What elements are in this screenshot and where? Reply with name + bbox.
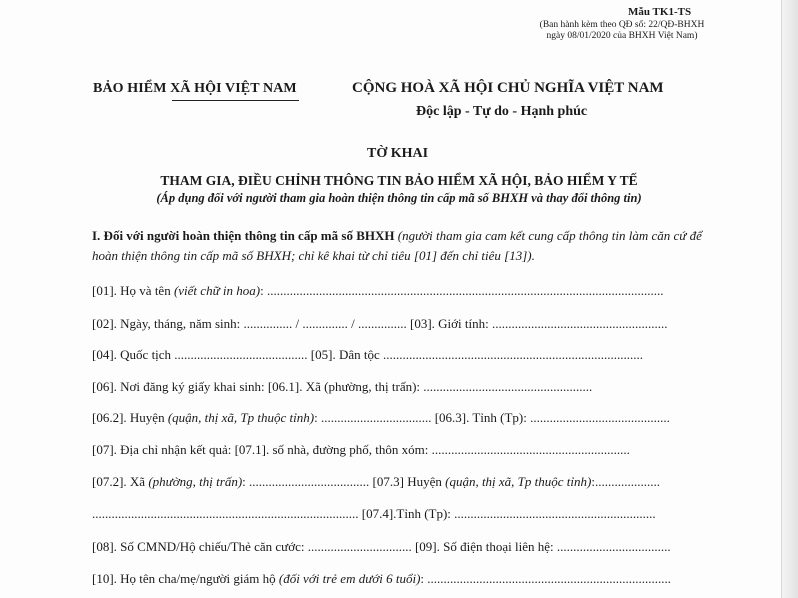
document-title: TỜ KHAI bbox=[367, 146, 429, 161]
field-01-label: [01]. Họ và tên bbox=[92, 283, 174, 298]
issued-note bbox=[522, 20, 722, 42]
field-01-blank[interactable]: : .......................................................................................................................... bbox=[260, 283, 664, 298]
field-07-3-hint: (quận, thị xã, Tp thuộc tỉnh) bbox=[445, 474, 592, 489]
field-07-result-address[interactable]: [07]. Địa chỉ nhận kết quả: [07.1]. số nhà, đường phố, thôn xóm: ............................................................. bbox=[92, 442, 630, 457]
field-01-hint: (viết chữ in hoa) bbox=[173, 283, 261, 298]
field-06-2-hint: (quận, thị xã, Tp thuộc tỉnh) bbox=[167, 410, 315, 425]
field-10-hint: (đối với trẻ em dưới 6 tuổi) bbox=[278, 571, 421, 586]
issued-line-2: ngày 08/01/2020 của BHXH Việt Nam) bbox=[546, 31, 698, 41]
issued-line-1: (Ban hành kèm theo QĐ số: 22/QĐ-BHXH bbox=[539, 20, 705, 30]
field-10-blank[interactable]: : ........................................................................... bbox=[420, 571, 672, 586]
field-06-2-district[interactable] bbox=[92, 408, 702, 428]
section-1-note: (người tham gia cam kết cung cấp thông tin làm căn cứ để hoàn thiện thông tin cấp mã số BHXH; chỉ kê khai từ chỉ tiêu [01] đến chỉ tiêu [13]). bbox=[92, 228, 702, 263]
field-04-05-nationality-ethnicity[interactable]: [04]. Quốc tịch ......................................... [05]. Dân tộc ................................................................................ bbox=[92, 347, 644, 362]
agency-name: BẢO HIỂM XÃ HỘI VIỆT NAM bbox=[93, 81, 297, 96]
field-07-2-commune[interactable] bbox=[92, 472, 702, 492]
field-07-2-label: [07.2]. Xã bbox=[92, 474, 149, 489]
field-02-03-birth-gender[interactable]: [02]. Ngày, tháng, năm sinh: ............... / .............. / ............... [03]. Giới tính: ...................................................... bbox=[92, 316, 668, 331]
field-06-2-blank[interactable]: : .................................. [06.3]. Tỉnh (Tp): ........................................... bbox=[314, 410, 670, 425]
document-scope-note: (Áp dụng đối với người tham gia hoàn thiện thông tin cấp mã số BHXH và thay đổi thông tin) bbox=[156, 191, 642, 205]
agency-underline bbox=[172, 100, 299, 101]
section-1-heading bbox=[92, 226, 712, 266]
field-08-09-id-phone[interactable]: [08]. Số CMND/Hộ chiếu/Thẻ căn cước: ................................ [09]. Số điện thoại liên hệ: ................................... bbox=[92, 539, 671, 554]
motto: Độc lập - Tự do - Hạnh phúc bbox=[416, 104, 588, 119]
field-07-2-mid[interactable]: : ..................................... [07.3] Huyện bbox=[242, 474, 446, 489]
field-10-guardian[interactable] bbox=[92, 569, 702, 589]
form-code: Mẫu TK1-TS bbox=[628, 6, 692, 18]
field-06-2-label: [06.2]. Huyện bbox=[92, 410, 168, 425]
field-06-birth-registration[interactable]: [06]. Nơi đăng ký giấy khai sinh: [06.1]. Xã (phường, thị trấn): .................................................... bbox=[92, 379, 593, 394]
page-edge-shadow bbox=[781, 0, 798, 598]
field-07-2-hint: (phường, thị trấn) bbox=[148, 474, 243, 489]
document-subtitle: THAM GIA, ĐIỀU CHỈNH THÔNG TIN BẢO HIỂM XÃ HỘI, BẢO HIỂM Y TẾ bbox=[160, 173, 638, 188]
field-07-3-blank[interactable]: :.................... bbox=[591, 474, 660, 489]
field-01-full-name[interactable] bbox=[92, 281, 702, 301]
nation-name: CỘNG HOÀ XÃ HỘI CHỦ NGHĨA VIỆT NAM bbox=[352, 80, 664, 96]
field-07-4-province[interactable]: .................................................................................. [07.4].Tỉnh (Tp): .............................................................. bbox=[92, 506, 656, 521]
field-10-label: [10]. Họ tên cha/mẹ/người giám hộ bbox=[92, 571, 279, 586]
section-1-title: I. Đối với người hoàn thiện thông tin cấp mã số BHXH bbox=[92, 228, 395, 243]
